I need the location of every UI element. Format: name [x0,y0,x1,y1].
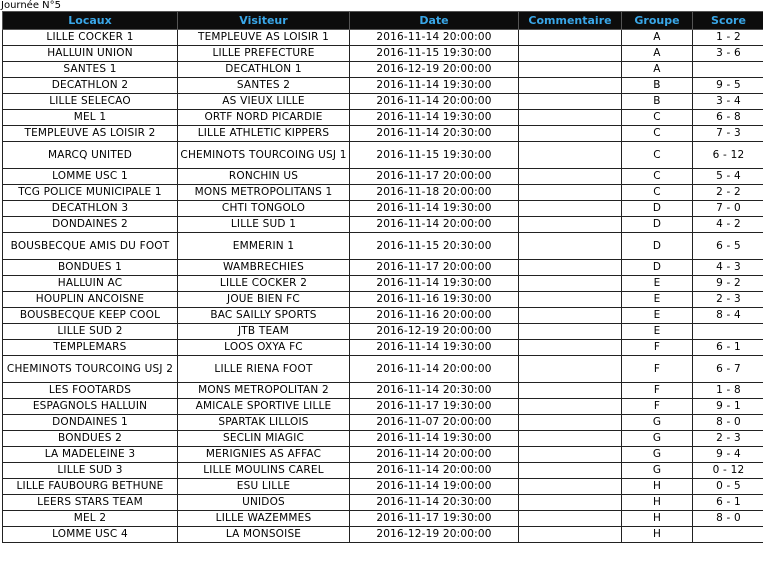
cell-score: 1 - 8 [693,383,763,399]
cell-locaux: HALLUIN AC [3,276,178,292]
cell-locaux: TEMPLEUVE AS LOISIR 2 [3,126,178,142]
table-header-row [3,12,763,30]
cell-score: 6 - 8 [693,110,763,126]
cell-groupe: C [622,110,693,126]
cell-date: 2016-11-17 20:00:00 [350,260,519,276]
cell-visiteur: UNIDOS [178,495,350,511]
cell-groupe: C [622,169,693,185]
cell-score: 7 - 0 [693,201,763,217]
table-row [3,30,763,46]
table-row [3,399,763,415]
table-row [3,463,763,479]
cell-groupe: G [622,447,693,463]
table-row [3,479,763,495]
cell-visiteur: SECLIN MIAGIC [178,431,350,447]
cell-groupe: F [622,340,693,356]
cell-visiteur: SANTES 2 [178,78,350,94]
table-row [3,62,763,78]
cell-locaux: LILLE SELECAO [3,94,178,110]
cell-groupe: C [622,142,693,169]
cell-score: 6 - 7 [693,356,763,383]
cell-commentaire [519,30,622,46]
cell-commentaire [519,415,622,431]
cell-groupe: H [622,479,693,495]
cell-visiteur: ESU LILLE [178,479,350,495]
table-body [3,30,763,543]
cell-date: 2016-11-15 20:30:00 [350,233,519,260]
cell-commentaire [519,276,622,292]
cell-commentaire [519,78,622,94]
cell-groupe: E [622,276,693,292]
cell-date: 2016-11-15 19:30:00 [350,46,519,62]
cell-date: 2016-11-14 19:30:00 [350,78,519,94]
cell-date: 2016-11-14 19:30:00 [350,276,519,292]
cell-groupe: C [622,126,693,142]
table-row [3,495,763,511]
cell-commentaire [519,340,622,356]
cell-locaux: LILLE FAUBOURG BETHUNE [3,479,178,495]
cell-groupe: E [622,308,693,324]
cell-locaux: CHEMINOTS TOURCOING USJ 2 [3,356,178,383]
cell-visiteur: AS VIEUX LILLE [178,94,350,110]
cell-visiteur: TEMPLEUVE AS LOISIR 1 [178,30,350,46]
cell-groupe: D [622,217,693,233]
cell-locaux: ESPAGNOLS HALLUIN [3,399,178,415]
cell-locaux: BONDUES 2 [3,431,178,447]
cell-groupe: D [622,201,693,217]
cell-score: 7 - 3 [693,126,763,142]
cell-locaux: LEERS STARS TEAM [3,495,178,511]
cell-groupe: F [622,383,693,399]
table-row [3,94,763,110]
cell-commentaire [519,217,622,233]
cell-visiteur: MONS METROPOLITANS 1 [178,185,350,201]
cell-commentaire [519,292,622,308]
column-header-date[interactable]: Date [350,12,519,30]
cell-score: 3 - 4 [693,94,763,110]
cell-locaux: DONDAINES 1 [3,415,178,431]
table-row [3,126,763,142]
cell-visiteur: LILLE RIENA FOOT [178,356,350,383]
cell-commentaire [519,463,622,479]
cell-commentaire [519,383,622,399]
cell-groupe: G [622,431,693,447]
cell-visiteur: LILLE ATHLETIC KIPPERS [178,126,350,142]
cell-groupe: H [622,495,693,511]
cell-visiteur: AMICALE SPORTIVE LILLE [178,399,350,415]
cell-commentaire [519,260,622,276]
cell-date: 2016-11-14 19:30:00 [350,110,519,126]
cell-date: 2016-11-14 20:00:00 [350,94,519,110]
cell-groupe: A [622,30,693,46]
cell-visiteur: JOUE BIEN FC [178,292,350,308]
table-row [3,142,763,169]
cell-groupe: D [622,260,693,276]
cell-date: 2016-11-14 20:00:00 [350,447,519,463]
cell-locaux: LA MADELEINE 3 [3,447,178,463]
table-row [3,431,763,447]
cell-date: 2016-11-14 20:00:00 [350,217,519,233]
cell-commentaire [519,527,622,543]
cell-date: 2016-11-17 20:00:00 [350,169,519,185]
cell-date: 2016-11-15 19:30:00 [350,142,519,169]
cell-commentaire [519,447,622,463]
cell-commentaire [519,399,622,415]
cell-visiteur: LA MONSOISE [178,527,350,543]
table-row [3,260,763,276]
cell-visiteur: BAC SAILLY SPORTS [178,308,350,324]
cell-locaux: LOMME USC 1 [3,169,178,185]
cell-date: 2016-11-14 20:30:00 [350,495,519,511]
cell-score: 9 - 4 [693,447,763,463]
cell-visiteur: ORTF NORD PICARDIE [178,110,350,126]
cell-visiteur: SPARTAK LILLOIS [178,415,350,431]
cell-score: 2 - 3 [693,292,763,308]
cell-groupe: F [622,356,693,383]
cell-commentaire [519,94,622,110]
cell-commentaire [519,356,622,383]
cell-score [693,62,763,78]
table-row [3,201,763,217]
cell-commentaire [519,201,622,217]
cell-score: 4 - 3 [693,260,763,276]
cell-visiteur: RONCHIN US [178,169,350,185]
cell-score: 6 - 1 [693,340,763,356]
table-row [3,308,763,324]
cell-commentaire [519,308,622,324]
cell-locaux: SANTES 1 [3,62,178,78]
cell-commentaire [519,324,622,340]
cell-groupe: E [622,292,693,308]
table-row [3,356,763,383]
cell-date: 2016-11-14 20:00:00 [350,356,519,383]
matches-table [2,11,763,543]
table-row [3,217,763,233]
table-row [3,324,763,340]
cell-date: 2016-11-14 19:30:00 [350,201,519,217]
cell-visiteur: LILLE COCKER 2 [178,276,350,292]
cell-score: 3 - 6 [693,46,763,62]
cell-commentaire [519,126,622,142]
cell-groupe: E [622,324,693,340]
cell-date: 2016-11-17 19:30:00 [350,511,519,527]
cell-date: 2016-11-14 19:30:00 [350,340,519,356]
cell-commentaire [519,479,622,495]
cell-score: 8 - 0 [693,511,763,527]
table-row [3,511,763,527]
cell-locaux: LOMME USC 4 [3,527,178,543]
cell-score: 8 - 4 [693,308,763,324]
cell-score: 9 - 1 [693,399,763,415]
cell-score [693,527,763,543]
cell-date: 2016-12-19 20:00:00 [350,62,519,78]
cell-groupe: B [622,78,693,94]
cell-date: 2016-11-14 19:30:00 [350,431,519,447]
cell-locaux: TCG POLICE MUNICIPALE 1 [3,185,178,201]
cell-visiteur: LILLE PREFECTURE [178,46,350,62]
cell-date: 2016-12-19 20:00:00 [350,324,519,340]
table-row [3,78,763,94]
cell-locaux: TEMPLEMARS [3,340,178,356]
cell-locaux: HALLUIN UNION [3,46,178,62]
cell-visiteur: WAMBRECHIES [178,260,350,276]
cell-date: 2016-11-17 19:30:00 [350,399,519,415]
cell-commentaire [519,511,622,527]
cell-locaux: MEL 2 [3,511,178,527]
cell-score: 8 - 0 [693,415,763,431]
cell-visiteur: CHTI TONGOLO [178,201,350,217]
cell-visiteur: LILLE WAZEMMES [178,511,350,527]
cell-locaux: BOUSBECQUE KEEP COOL [3,308,178,324]
cell-date: 2016-11-07 20:00:00 [350,415,519,431]
cell-score: 0 - 5 [693,479,763,495]
cell-score: 1 - 2 [693,30,763,46]
table-row [3,527,763,543]
cell-groupe: H [622,527,693,543]
table-row [3,233,763,260]
cell-groupe: G [622,463,693,479]
table-row [3,383,763,399]
cell-groupe: F [622,399,693,415]
cell-score: 2 - 2 [693,185,763,201]
table-row [3,415,763,431]
cell-commentaire [519,142,622,169]
cell-locaux: LILLE SUD 3 [3,463,178,479]
column-header-score[interactable]: Score [693,12,763,30]
cell-score: 0 - 12 [693,463,763,479]
cell-locaux: DECATHLON 3 [3,201,178,217]
cell-score: 4 - 2 [693,217,763,233]
cell-locaux: MARCQ UNITED [3,142,178,169]
table-row [3,46,763,62]
cell-visiteur: EMMERIN 1 [178,233,350,260]
cell-visiteur: CHEMINOTS TOURCOING USJ 1 [178,142,350,169]
cell-groupe: D [622,233,693,260]
cell-groupe: A [622,46,693,62]
table-row [3,276,763,292]
cell-date: 2016-12-19 20:00:00 [350,527,519,543]
cell-date: 2016-11-16 20:00:00 [350,308,519,324]
column-header-locaux[interactable]: Locaux [3,12,178,30]
cell-commentaire [519,431,622,447]
cell-score: 5 - 4 [693,169,763,185]
cell-date: 2016-11-14 20:30:00 [350,383,519,399]
cell-score: 2 - 3 [693,431,763,447]
cell-groupe: C [622,185,693,201]
cell-groupe: G [622,415,693,431]
column-header-commentaire[interactable]: Commentaire [519,12,622,30]
table-row [3,292,763,308]
cell-locaux: LES FOOTARDS [3,383,178,399]
cell-date: 2016-11-14 20:30:00 [350,126,519,142]
cell-date: 2016-11-16 19:30:00 [350,292,519,308]
cell-commentaire [519,110,622,126]
table-row [3,169,763,185]
cell-groupe: B [622,94,693,110]
cell-score: 9 - 2 [693,276,763,292]
page-caption: Journée N°5 [1,0,62,11]
cell-visiteur: LILLE MOULINS CAREL [178,463,350,479]
cell-score: 6 - 5 [693,233,763,260]
cell-commentaire [519,495,622,511]
cell-commentaire [519,62,622,78]
cell-score: 6 - 12 [693,142,763,169]
table-row [3,185,763,201]
cell-date: 2016-11-14 20:00:00 [350,463,519,479]
cell-visiteur: DECATHLON 1 [178,62,350,78]
table-row [3,340,763,356]
cell-locaux: BOUSBECQUE AMIS DU FOOT [3,233,178,260]
cell-commentaire [519,233,622,260]
cell-date: 2016-11-14 19:00:00 [350,479,519,495]
cell-score: 9 - 5 [693,78,763,94]
cell-visiteur: JTB TEAM [178,324,350,340]
cell-score [693,324,763,340]
cell-visiteur: MERIGNIES AS AFFAC [178,447,350,463]
cell-locaux: HOUPLIN ANCOISNE [3,292,178,308]
cell-locaux: LILLE COCKER 1 [3,30,178,46]
cell-groupe: A [622,62,693,78]
cell-locaux: LILLE SUD 2 [3,324,178,340]
column-header-visiteur[interactable]: Visiteur [178,12,350,30]
cell-date: 2016-11-14 20:00:00 [350,30,519,46]
cell-locaux: DONDAINES 2 [3,217,178,233]
cell-commentaire [519,46,622,62]
cell-groupe: H [622,511,693,527]
cell-commentaire [519,185,622,201]
column-header-groupe[interactable]: Groupe [622,12,693,30]
table-row [3,110,763,126]
cell-score: 6 - 1 [693,495,763,511]
cell-visiteur: MONS METROPOLITAN 2 [178,383,350,399]
cell-commentaire [519,169,622,185]
cell-locaux: BONDUES 1 [3,260,178,276]
cell-visiteur: LILLE SUD 1 [178,217,350,233]
table-row [3,447,763,463]
cell-visiteur: LOOS OXYA FC [178,340,350,356]
cell-locaux: MEL 1 [3,110,178,126]
cell-date: 2016-11-18 20:00:00 [350,185,519,201]
cell-locaux: DECATHLON 2 [3,78,178,94]
